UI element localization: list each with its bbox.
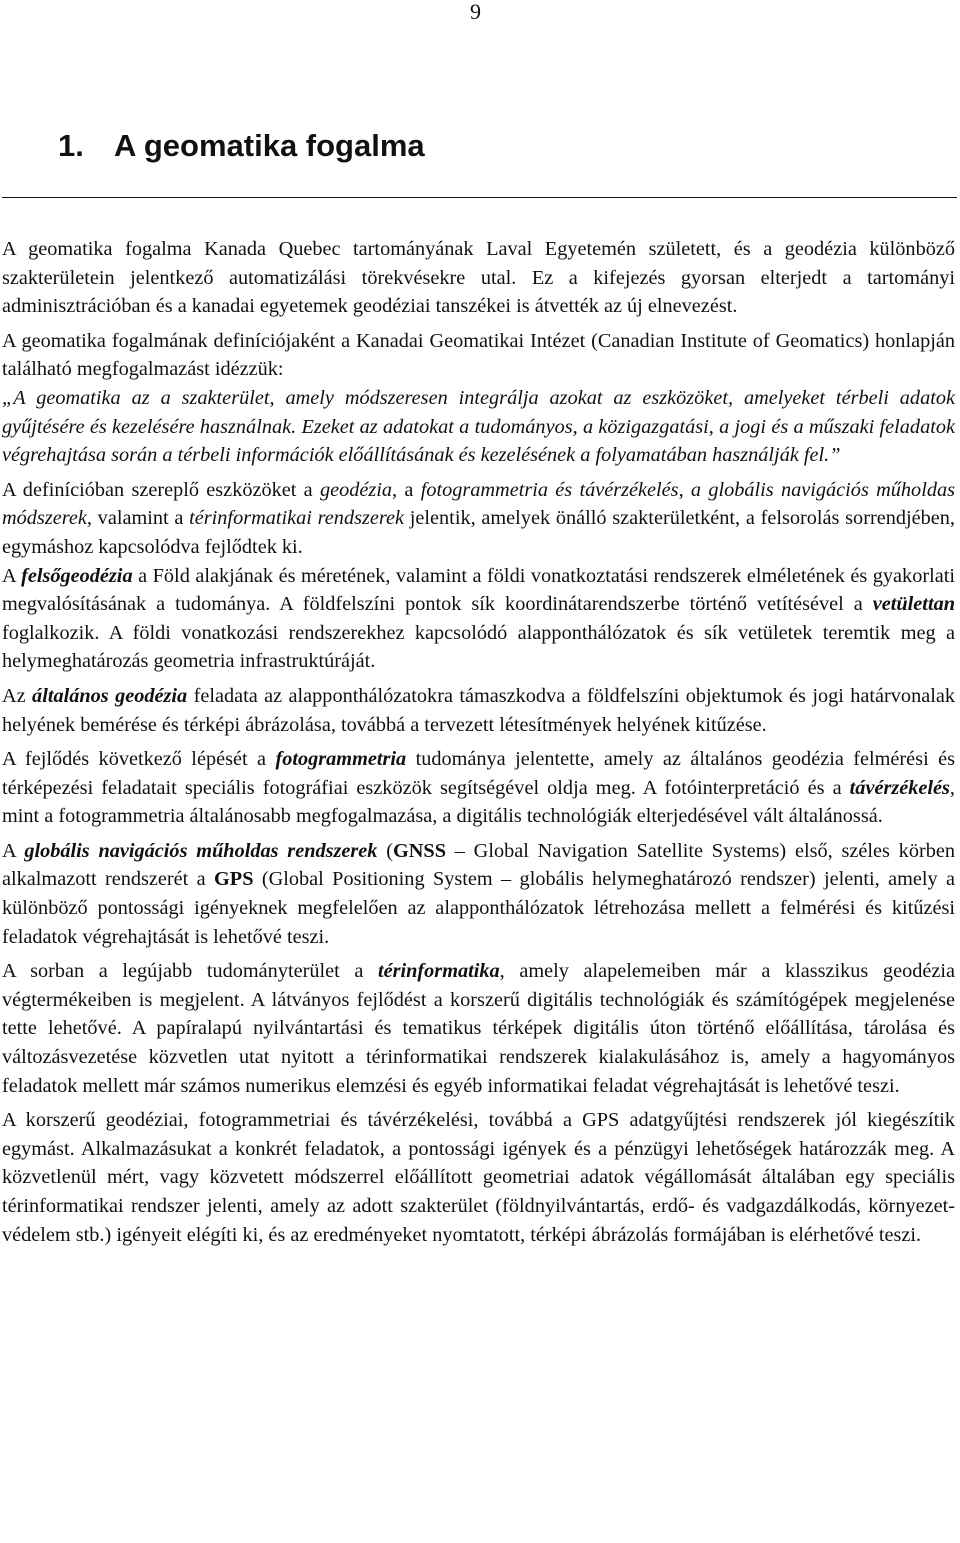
- text-span: valamint a: [91, 507, 190, 530]
- text-span: ,: [678, 478, 691, 501]
- term-tavérzekeles: távérzékelés: [849, 776, 950, 799]
- term-gnss-rendszerek: globális navigációs műholdas rendszerek: [24, 839, 378, 862]
- paragraph-tools: [2, 476, 955, 562]
- term-gnss: a globális navigációs műholdas módszerek,: [2, 478, 955, 530]
- text-span: , a: [392, 478, 421, 501]
- definition-quote: „A geomatika az a szakterület, amely módszeresen integrálja azokat az eszközöket, amelyeket térbeli adatok gyűjtésére és kezelésére használnak. Ezeket az adatokat a tudományos, a közigazgatási, a jogi és a műszaki feladatok végrehajtása során a térbeli információk előállításának és kezelésének a folyamatában használják fel.”: [2, 386, 955, 467]
- term-vetulettan: vetülettan: [872, 593, 955, 616]
- text-span: , mint a fotogrammetria általánosabb megfogalmazása, a digitális technológiák elterjedésével vált általánossá.: [2, 776, 955, 828]
- term-terinformatikai-rendszerek: térinformatikai rendszerek: [189, 507, 405, 530]
- text-span: (Global Positioning System – globális helymeghatározó rendszer) jelenti, amely a különböző pontossági igényeknek megfelelően az alapponthálózatok létrehozása mellett a felmérési és kitűzési feladatok végrehajtását is lehetővé teszi.: [2, 868, 955, 948]
- chapter-title: A geomatika fogalma: [114, 128, 425, 163]
- text-span: , amely alapelemeiben már a klasszikus geodézia végtermékeiben is megjelent. A látványos fejlődést a korszerű digitális technológiák és számítógépek megjelenése tette lehetővé. A papíralapú nyilvántartási és tematikus térképek digitális úton történő előállítása, tárolása és változásvezetése közvetlen utat nyitott a térinformatikai rendszerek kialakulásához is, amely a hagyományos feladatok mellett már számos numerikus elemzési és egyéb informatikai feladat végrehajtását is lehetővé teszi.: [2, 960, 955, 1097]
- paragraph-korszeru-rendszerek: A korszerű geodéziai, fotogrammetriai és távérzékelési, továbbá a GPS adatgyűjtési rendszerek jól kiegészítik egymást. Alkalmazásukat a konkrét feladatok, a pontossági igények és a pénzügyi lehetőségek határozzák meg. A közvetlenül mért, vagy közvetett módszerrel előállított geometriai adatok végállomását általában egy speciális térinformatikai rendszer jelenti, amely az adott szakterület (földnyilvántartás, erdő- és vadgazdálkodás, környezet-védelem stb.) igényeit elégíti ki, és az eredményeket nyomtatott, térképi ábrázolás formájában is elérhetővé teszi.: [2, 1109, 955, 1246]
- term-altalanos-geodezia: általános geodézia: [32, 684, 188, 707]
- paragraph-fotogrammetria: [2, 745, 955, 831]
- text-span: A: [2, 564, 22, 587]
- term-geodezia: geodézia: [319, 478, 393, 501]
- text-span: A: [2, 839, 25, 862]
- text-span: foglalkozik. A földi vonatkozási rendszerekhez kapcsolódó alapponthálózatok és sík vetületek teremtik meg a helymeghatározás geometria infrastruktúráját.: [2, 621, 955, 673]
- body-text: [2, 235, 955, 1255]
- page-number: 9: [470, 0, 481, 24]
- text-span: jelentik, amelyek önálló szakterületként, a felsorolás sorrendjében, egymáshoz kapcsolódva fejlődtek ki.: [2, 507, 955, 558]
- acronym-gnss: GNSS: [393, 839, 446, 862]
- acronym-gps: GPS: [214, 868, 254, 891]
- paragraph-definition-intro: A geomatika fogalmának definíciójaként a Kanadai Geomatikai Intézet (Canadian Institute of Geomatics) honlapján található megfogalmazást idézzük:: [2, 329, 955, 381]
- paragraph-felsogeodezia: [2, 562, 955, 676]
- chapter-heading: [58, 126, 425, 166]
- text-span: Az: [2, 684, 33, 707]
- paragraph-altalanos-geodezia: [2, 682, 955, 739]
- chapter-number: 1.: [58, 128, 84, 163]
- text-span: tudománya jelentette, amely az általános geodézia felmérési és térképezési feladatait speciális fotográfiai eszközök segítségével oldja meg. A fotóinterpretáció és a: [2, 748, 956, 799]
- text-span: A sorban a legújabb tudományterület a: [2, 960, 378, 983]
- paragraph-terinformatika: [2, 957, 955, 1100]
- text-span: a Föld alakjának és méretének, valamint a földi vonatkoztatási rendszerek elméletének és gyakorlati megvalósításának a tudománya. A földfelszíni pontok sík koordinátarendszerbe történő vetítésével a: [2, 564, 955, 616]
- heading-rule: [2, 197, 957, 198]
- text-span: A fejlődés következő lépését a: [2, 748, 276, 771]
- text-span: – Global Navigation Satellite Systems) első, széles körben alkalmazott rendszerét a: [2, 839, 955, 891]
- text-span: (: [377, 839, 393, 862]
- term-fotogrammetria: fotogrammetria: [275, 748, 407, 771]
- term-felsogeodezia: felsőgeodézia: [21, 564, 133, 587]
- text-span: feladata az alapponthálózatokra támaszkodva a földfelszíni objektumok és jogi határvonalak helyének bemérése és térképi ábrázolása, továbbá a tervezett létesítmények helyének kitűzése.: [2, 684, 955, 736]
- paragraph-origin: A geomatika fogalma Kanada Quebec tartományának Laval Egyetemén született, és a geodézia különböző szakterületein jelentkező automatizálási törekvésekre utal. Ez a kifejezés gyorsan elterjedt a tartományi adminisztrációban és a kanadai egyetemek geodéziai tanszékei is átvették az új elnevezést.: [2, 238, 955, 318]
- paragraph-gnss: [2, 837, 955, 951]
- term-fotogrammetria-tavérzekeles: fotogrammetria és távérzékelés: [420, 478, 679, 501]
- term-terinformatika: térinformatika: [377, 960, 500, 983]
- text-span: A definícióban szereplő eszközöket a: [2, 478, 320, 501]
